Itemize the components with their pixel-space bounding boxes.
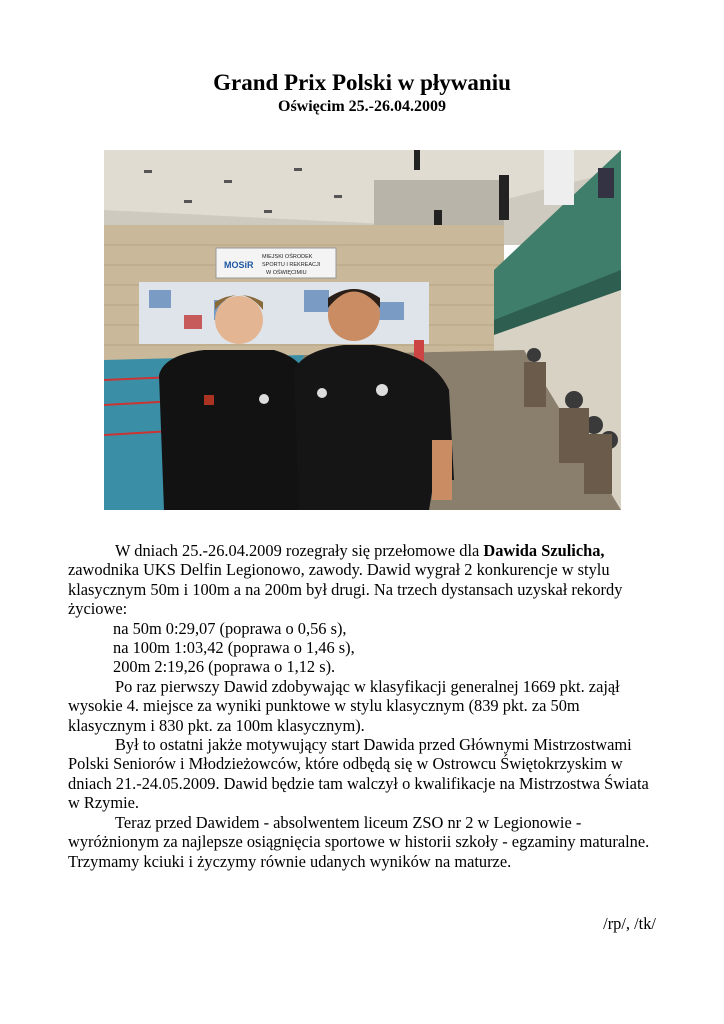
result-100m: na 100m 1:03,42 (poprawa o 1,46 s), xyxy=(113,638,355,658)
article-paragraph-4: Teraz przed Dawidem - absolwentem liceum ZSO nr 2 w Legionowie - wyróżnionym za najlepsze osiągnięcia sportowe w historii szkoły - egzaminy maturalne. Trzymamy kciuki i życzymy równie udanych wyników na maturze. xyxy=(68,812,650,871)
swimming-pool-photo xyxy=(104,150,621,510)
article-paragraph-3: Był to ostatni jakże motywujący start Dawida przed Głównymi Mistrzostwami Polski Seniorów i Młodzieżowców, które odbędą się w Ostrowcu Świętokrzyskim w dniach 21.-24.05.2009. Dawid będzie tam walczył o kwalifikacje na Mistrzostwa Świata w Rzymie. xyxy=(68,735,649,813)
banner-line-1: MIEJSKI OŚRODEK xyxy=(262,254,313,260)
result-200m: 200m 2:19,26 (poprawa o 1,12 s). xyxy=(113,657,336,677)
article-paragraph-1: W dniach 25.-26.04.2009 rozegrały się przełomowe dla Dawida Szulicha, zawodnika UKS Delfin Legionowo, zawody. Dawid wygrał 2 konkurencje w stylu klasycznym 50m i 100m a na 200m był drugi. Na trzech dystansach uzyskał rekordy życiowe: xyxy=(68,541,623,619)
banner-line-3: W OŚWIĘCIMIU xyxy=(266,270,307,276)
result-50m: na 50m 0:29,07 (poprawa o 0,56 s), xyxy=(113,618,347,638)
banner-line-2: SPORTU I REKREACJI xyxy=(262,262,321,268)
banner-logo: MOSiR xyxy=(224,260,254,270)
article-body xyxy=(68,541,658,871)
article-paragraph-2: Po raz pierwszy Dawid zdobywając w klasyfikacji generalnej 1669 pkt. zajął wysokie 4. miejsce za wyniki punktowe w stylu klasycznym (839 pkt. za 50m klasycznym i 830 pkt. za 100m klasycznym). xyxy=(68,676,620,735)
athlete-name: Dawida Szulicha, xyxy=(483,541,605,560)
author-signature: /rp/, /tk/ xyxy=(603,914,656,933)
page-title: Grand Prix Polski w pływaniu xyxy=(213,70,511,95)
page-subtitle: Oświęcim 25.-26.04.2009 xyxy=(278,98,446,115)
